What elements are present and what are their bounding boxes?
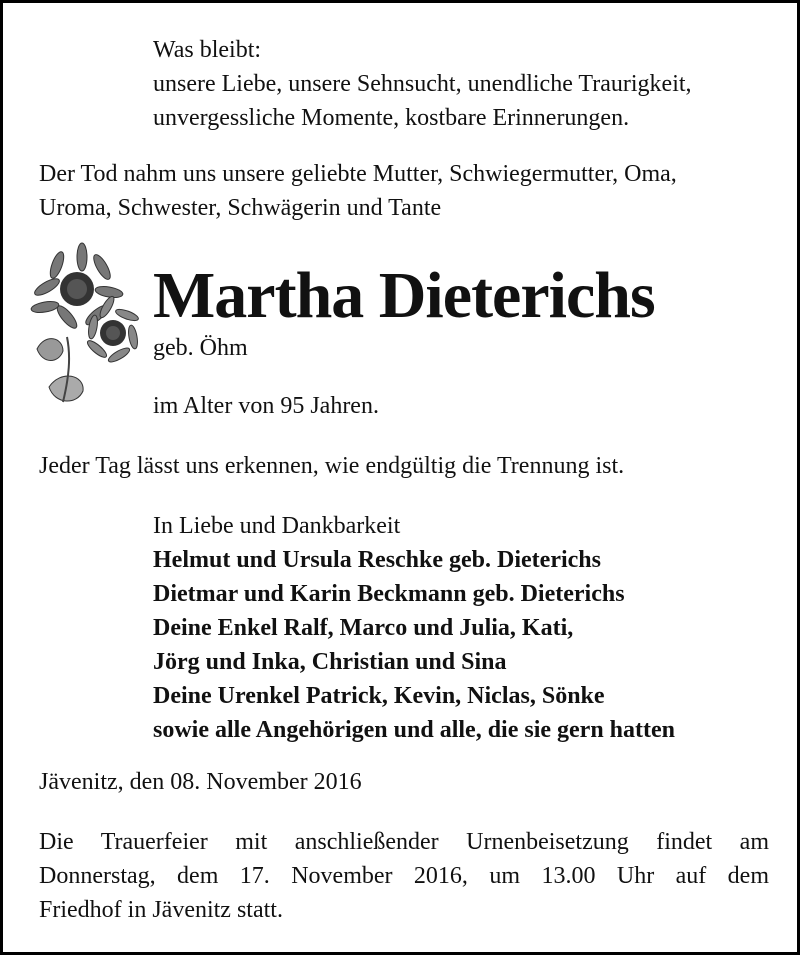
mourner-line: sowie alle Angehörigen und alle, die sie gern hatten <box>153 717 675 743</box>
funeral-line-2: Donnerstag, dem 17. November 2016, um 13.00 Uhr auf dem <box>39 863 769 889</box>
mourners-intro: In Liebe und Dankbarkeit <box>153 513 401 539</box>
birth-name: geb. Öhm <box>153 335 248 361</box>
sunflower-icon <box>27 237 145 417</box>
place-date: Jävenitz, den 08. November 2016 <box>39 769 362 795</box>
funeral-line-1: Die Trauerfeier mit anschließender Urnenbeisetzung findet am <box>39 829 769 855</box>
intro-line-2: Uroma, Schwester, Schwägerin und Tante <box>39 195 442 221</box>
mourner-line: Helmut und Ursula Reschke geb. Dieterichs <box>153 547 601 573</box>
funeral-line-3: Friedhof in Jävenitz statt. <box>39 897 283 923</box>
motto-line-2: unsere Liebe, unsere Sehnsucht, unendliche Traurigkeit, <box>153 71 692 97</box>
mourner-line: Deine Urenkel Patrick, Kevin, Niclas, Sönke <box>153 683 605 709</box>
motto-line-1: Was bleibt: <box>153 37 262 63</box>
motto-line-3: unvergessliche Momente, kostbare Erinnerungen. <box>153 105 630 131</box>
mourner-line: Jörg und Inka, Christian und Sina <box>153 649 507 675</box>
mourner-line: Deine Enkel Ralf, Marco und Julia, Kati, <box>153 615 574 641</box>
age-line: im Alter von 95 Jahren. <box>153 393 379 419</box>
quote-line: Jeder Tag lässt uns erkennen, wie endgültig die Trennung ist. <box>39 453 625 479</box>
intro-line-1: Der Tod nahm uns unsere geliebte Mutter, Schwiegermutter, Oma, <box>39 161 677 187</box>
deceased-name: Martha Dieterichs <box>153 259 655 332</box>
mourner-line: Dietmar und Karin Beckmann geb. Dieterichs <box>153 581 625 607</box>
